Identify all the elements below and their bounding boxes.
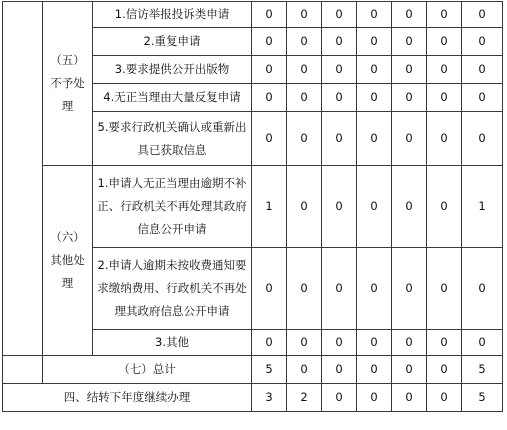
value-cell: 1: [252, 166, 287, 248]
category-label-line: 不予处: [50, 76, 85, 90]
value-cell: 0: [357, 384, 392, 412]
row-label-line: 1.申请人无正当理由逾期不补: [97, 176, 247, 190]
value-cell: 5: [252, 356, 287, 384]
value-cell: 0: [427, 356, 462, 384]
row-label: [93, 248, 252, 330]
value-cell: 0: [392, 166, 427, 248]
row-label: 1.信访举报投诉类申请: [93, 2, 252, 28]
row-label: 4.无正当理由大量反复申请: [93, 84, 252, 112]
value-cell: 0: [427, 166, 462, 248]
value-cell: 0: [462, 56, 503, 84]
value-cell: 0: [287, 112, 322, 166]
row-label-line: 理其政府信息公开申请: [114, 304, 230, 318]
value-cell: 5: [462, 356, 503, 384]
row-label-line: 求缴纳费用、行政机关不再处: [97, 281, 247, 295]
value-cell: 0: [252, 112, 287, 166]
category-cell-6: [43, 166, 93, 356]
value-cell: 0: [392, 2, 427, 28]
value-cell: 0: [357, 356, 392, 384]
table-row: [3, 2, 503, 28]
value-cell: 0: [427, 112, 462, 166]
row-label: 2.重复申请: [93, 28, 252, 56]
value-cell: 0: [462, 84, 503, 112]
value-cell: 5: [462, 384, 503, 412]
value-cell: 0: [322, 384, 357, 412]
table-row: [3, 166, 503, 248]
value-cell: 0: [252, 248, 287, 330]
value-cell: 0: [252, 56, 287, 84]
total-label: （七）总计: [43, 356, 252, 384]
value-cell: 0: [427, 248, 462, 330]
value-cell: 0: [427, 56, 462, 84]
table-row-total: [3, 356, 503, 384]
value-cell: 0: [287, 166, 322, 248]
value-cell: 2: [287, 384, 322, 412]
value-cell: 0: [287, 84, 322, 112]
value-cell: 0: [392, 84, 427, 112]
category-label-line: 理: [61, 276, 74, 290]
row-label-line: 正、行政机关不再处理其政府: [97, 199, 247, 213]
disposal-table: [2, 1, 503, 412]
value-cell: 0: [322, 356, 357, 384]
table-row-carry: [3, 384, 503, 412]
value-cell: 0: [392, 28, 427, 56]
row-label-line: 5.要求行政机关确认或重新出: [97, 119, 247, 134]
value-cell: 0: [462, 330, 503, 356]
value-cell: 0: [252, 28, 287, 56]
category-label-line: （五）: [50, 53, 85, 67]
value-cell: 0: [287, 248, 322, 330]
row-label: [93, 166, 252, 248]
value-cell: 3: [252, 384, 287, 412]
value-cell: 0: [357, 166, 392, 248]
value-cell: 0: [322, 112, 357, 166]
value-cell: 0: [357, 2, 392, 28]
value-cell: 0: [357, 248, 392, 330]
value-cell: 0: [462, 248, 503, 330]
value-cell: 0: [392, 384, 427, 412]
category-label-line: 其他处: [50, 253, 85, 267]
row-label-line: 具已获取信息: [137, 142, 207, 157]
category-label-line: （六）: [50, 230, 85, 244]
value-cell: 0: [357, 84, 392, 112]
value-cell: 0: [252, 2, 287, 28]
value-cell: 0: [392, 56, 427, 84]
value-cell: 0: [322, 330, 357, 356]
value-cell: 0: [322, 166, 357, 248]
carry-label: 四、结转下年度继续办理: [3, 384, 252, 412]
value-cell: 0: [392, 330, 427, 356]
value-cell: 0: [322, 84, 357, 112]
value-cell: 0: [427, 384, 462, 412]
row-label: 3.要求提供公开出版物: [93, 56, 252, 84]
value-cell: 0: [427, 2, 462, 28]
value-cell: 0: [357, 112, 392, 166]
row-label: [93, 112, 252, 166]
outer-blank-cell: [3, 2, 43, 356]
value-cell: 0: [322, 28, 357, 56]
value-cell: 0: [287, 330, 322, 356]
value-cell: 0: [252, 84, 287, 112]
value-cell: 0: [462, 2, 503, 28]
category-cell-5: [43, 2, 93, 166]
value-cell: 0: [392, 248, 427, 330]
value-cell: 0: [427, 84, 462, 112]
value-cell: 0: [322, 56, 357, 84]
outer-blank-cell: [3, 356, 43, 384]
value-cell: 0: [462, 28, 503, 56]
row-label: 3.其他: [93, 330, 252, 356]
value-cell: 0: [427, 28, 462, 56]
value-cell: 0: [252, 330, 287, 356]
value-cell: 0: [392, 112, 427, 166]
value-cell: 0: [427, 330, 462, 356]
value-cell: 0: [287, 56, 322, 84]
value-cell: 0: [357, 330, 392, 356]
value-cell: 1: [462, 166, 503, 248]
value-cell: 0: [287, 356, 322, 384]
value-cell: 0: [322, 248, 357, 330]
row-label-line: 2.申请人逾期未按收费通知要: [97, 258, 247, 272]
value-cell: 0: [462, 112, 503, 166]
value-cell: 0: [357, 56, 392, 84]
value-cell: 0: [287, 28, 322, 56]
value-cell: 0: [287, 2, 322, 28]
category-label-line: 理: [61, 99, 74, 113]
value-cell: 0: [392, 356, 427, 384]
value-cell: 0: [322, 2, 357, 28]
row-label-line: 信息公开申请: [137, 222, 207, 236]
value-cell: 0: [357, 28, 392, 56]
